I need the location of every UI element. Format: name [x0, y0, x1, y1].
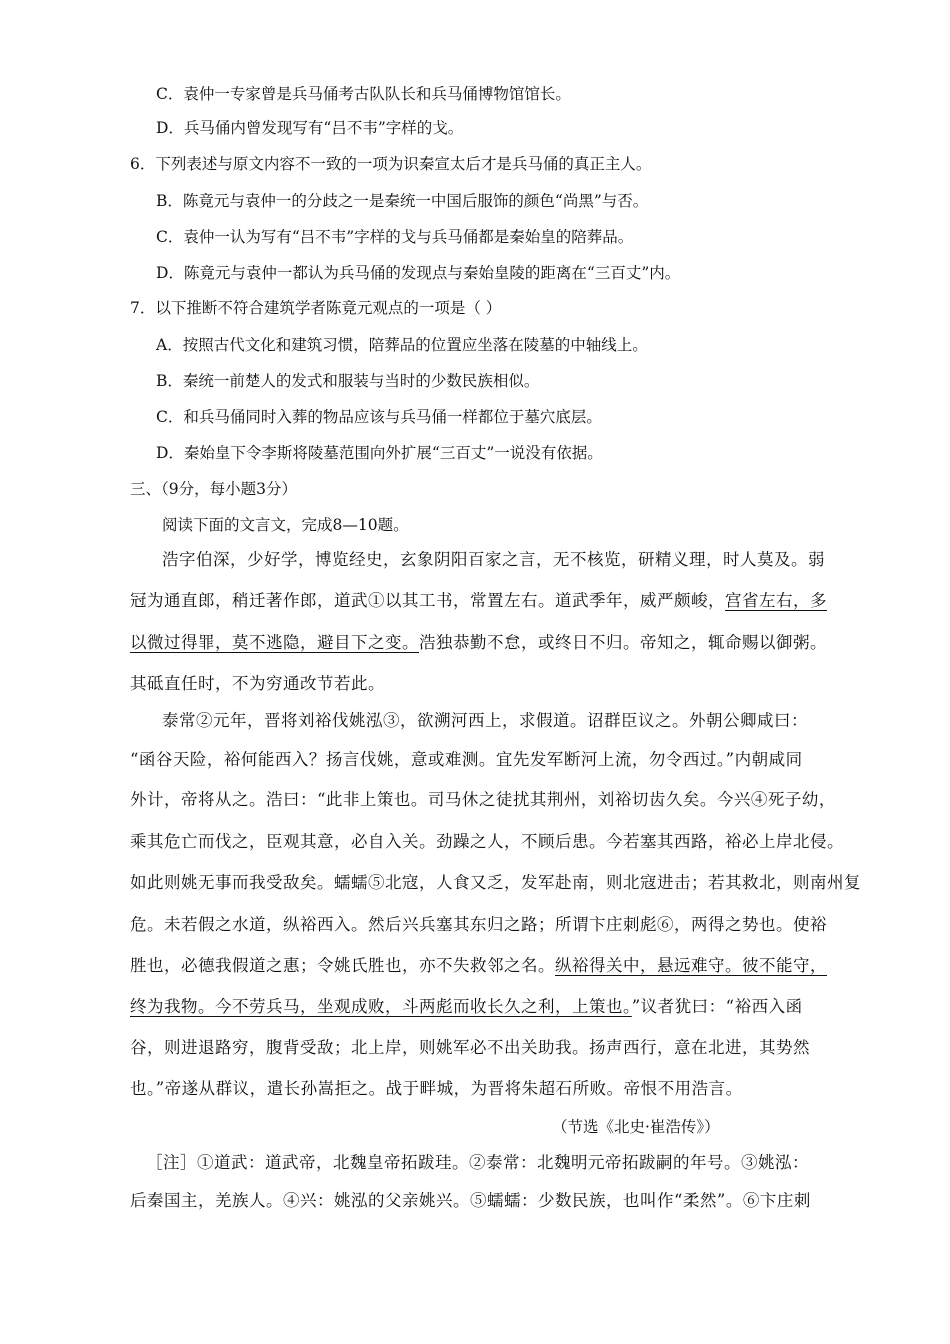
q7-option-c: C．和兵马俑同时入葬的物品应该与兵马俑一样都位于墓穴底层。	[156, 408, 602, 426]
option-d-prev: D．兵马俑内曾发现写有“吕不韦”字样的戈。	[156, 119, 464, 137]
underlined-sentence: 宫省左右，多	[725, 591, 827, 610]
passage-text: 胜也，必德我假道之惠；令姚氏胜也，亦不失救邻之名。	[130, 956, 555, 975]
passage-source: （节选《北史·崔浩传》）	[552, 1118, 720, 1136]
underlined-sentence: 以微过得罪，莫不逃隐，避目下之变。	[130, 633, 419, 652]
passage-p2-line9: 谷，则进退路穷，腹背受敌；北上岸，则姚军必不出关助我。扬声西行，意在北进，其势然	[130, 1038, 810, 1057]
q7-option-a: A．按照古代文化和建筑习惯，陪葬品的位置应坐落在陵墓的中轴线上。	[156, 336, 648, 354]
passage-p2-line4: 乘其危亡而伐之，臣观其意，必自入关。劲躁之人，不顾后患。今若塞其西路，裕必上岸北侵。	[130, 832, 844, 851]
q7-option-b: B．秦统一前楚人的发式和服装与当时的少数民族相似。	[156, 372, 540, 390]
passage-p1-line2	[130, 591, 827, 611]
passage-p1-line3	[130, 633, 827, 653]
passage-p2-line5: 如此则姚无事而我受敌矣。蠕蠕⑤北寇，人食又乏，发军赴南，则北寇进击；若其救北，则南州复	[130, 873, 861, 892]
section-3-heading: 三、（9分，每小题3分）	[130, 480, 297, 498]
passage-text: 浩独恭勤不怠，或终日不归。帝知之，辄命赐以御粥。	[419, 633, 827, 652]
section-3-instruction: 阅读下面的文言文，完成8—10题。	[162, 516, 409, 534]
option-c-prev: C．袁仲一专家曾是兵马俑考古队队长和兵马俑博物馆馆长。	[156, 85, 571, 103]
passage-p2-line10: 也。”帝遂从群议，遣长孙嵩拒之。战于畔城，为晋将朱超石所败。帝恨不用浩言。	[130, 1079, 743, 1098]
notes-line1: ［注］①道武：道武帝，北魏皇帝拓跋珪。②泰常：北魏明元帝拓跋嗣的年号。③姚泓：	[146, 1153, 809, 1172]
passage-p2-line8	[130, 997, 820, 1017]
passage-text: 冠为通直郎，稍迁著作郎，道武①以其工书，常置左右。道武季年，威严颇峻，	[130, 591, 725, 610]
passage-p2-line3: 外计，帝将从之。浩曰：“此非上策也。司马休之徒扰其荆州，刘裕切齿久矣。今兴④死子幼，	[130, 790, 836, 809]
passage-p1-line1: 浩字伯深，少好学，博览经史，玄象阴阳百家之言，无不核览，研精义理，时人莫及。弱	[162, 550, 825, 569]
passage-p2-line6: 危。未若假之水道，纵裕西入。然后兴兵塞其东归之路；所谓卞庄刺彪⑥，两得之势也。使裕	[130, 915, 827, 934]
q6-option-d: D．陈竟元与袁仲一都认为兵马俑的发现点与秦始皇陵的距离在“三百丈”内。	[156, 264, 681, 282]
notes-line2: 后秦国主，羌族人。④兴：姚泓的父亲姚兴。⑤蠕蠕：少数民族，也叫作“柔然”。⑥卞庄刺	[130, 1191, 811, 1210]
passage-p2-line1: 泰常②元年，晋将刘裕伐姚泓③，欲溯河西上，求假道。诏群臣议之。外朝公卿咸曰：	[162, 711, 808, 730]
question-7: 7．以下推断不符合建筑学者陈竟元观点的一项是（ ）	[130, 299, 502, 317]
q6-option-b: B．陈竟元与袁仲一的分歧之一是秦统一中国后服饰的颜色“尚黑”与否。	[156, 192, 649, 210]
underlined-sentence: 纵裕得关中，悬远难守。彼不能守，	[555, 956, 827, 975]
passage-text: ”议者犹曰：“裕西入函	[631, 997, 803, 1016]
passage-p2-line2: “函谷天险，裕何能西入？扬言伐姚，意或难测。宜先发军断河上流，勿令西过。”内朝咸同	[130, 750, 803, 769]
underlined-sentence: 终为我物。今不劳兵马，坐观成败，斗两彪而收长久之利，上策也。	[130, 997, 632, 1016]
q7-option-d: D．秦始皇下令李斯将陵墓范围向外扩展“三百丈”一说没有依据。	[156, 444, 603, 462]
question-6: 6．下列表述与原文内容不一致的一项为识秦宣太后才是兵马俑的真正主人。	[130, 155, 652, 173]
passage-p2-line7	[130, 956, 827, 976]
passage-p1-line4: 其砥直任时，不为穷通改节若此。	[130, 674, 385, 693]
q6-option-c: C．袁仲一认为写有“吕不韦”字样的戈与兵马俑都是秦始皇的陪葬品。	[156, 228, 634, 246]
